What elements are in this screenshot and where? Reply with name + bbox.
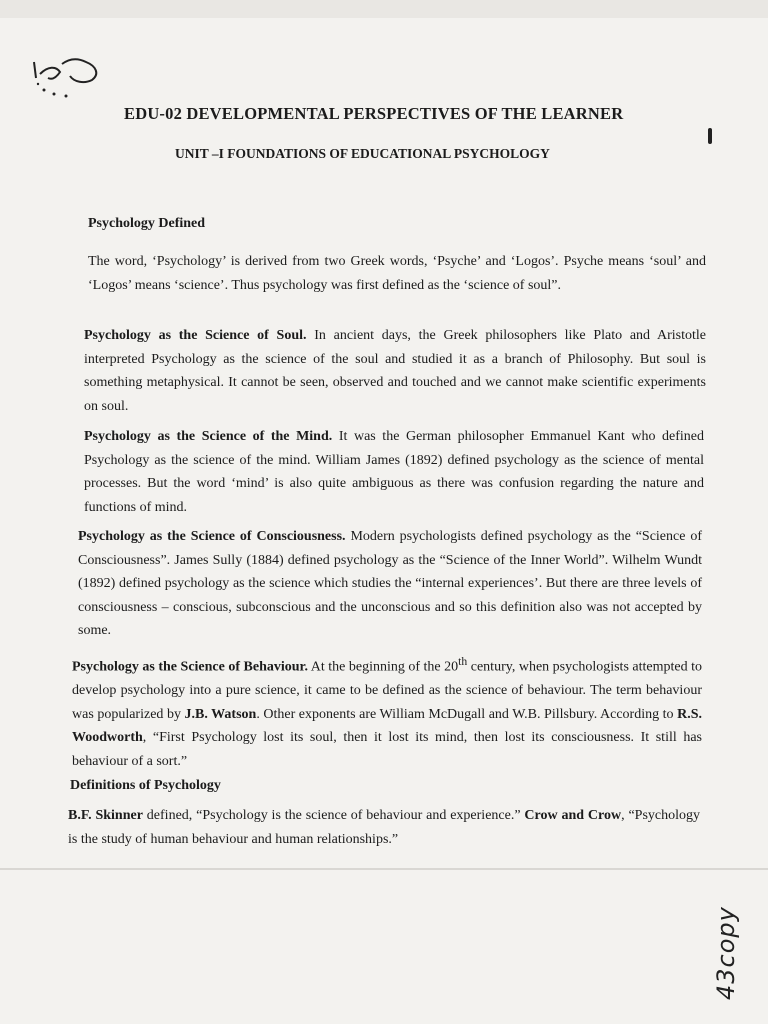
paragraph-body: , “First Psychology lost its soul, then it lost its mind, then lost its consciousness. It still has behaviour of a sort.” [72, 730, 702, 769]
document-page [0, 18, 768, 1024]
paragraph-lead: Psychology as the Science of the Mind. [84, 429, 333, 444]
page-fold-line [0, 868, 768, 870]
superscript: th [458, 655, 468, 668]
paragraph-lead: Psychology as the Science of Consciousness. [78, 529, 346, 544]
paragraph-body: , “Psychology is the study of human behaviour and human relationships.” [68, 808, 701, 847]
paragraph-lead: Psychology as the Science of Behaviour. [72, 659, 308, 675]
paragraph-body: At the beginning of the 20 [307, 659, 459, 675]
section-heading-definitions: Definitions of Psychology [70, 778, 221, 793]
handwritten-scribble-icon [26, 44, 116, 104]
paragraph-body: defined, “Psychology is the science of behaviour and experience.” [142, 808, 525, 823]
paragraph-science-of-soul [84, 324, 706, 418]
document-title: EDU-02 DEVELOPMENTAL PERSPECTIVES OF THE LEARNER [124, 104, 624, 123]
name-crow: Crow and Crow [524, 808, 622, 823]
paragraph-science-of-consciousness [78, 525, 702, 643]
paragraph-body: It was the German philosopher Emmanuel Kant who defined Psychology as the science of the mind. William James (1892) defined psychology as the science of mental processes. But the word ‘mind’ is also quite ambiguous as there was confusion regarding the nature and functions of mind. [84, 429, 704, 515]
name-woodworth: R.S. Woodworth [72, 706, 702, 746]
section-heading-psychology-defined: Psychology Defined [88, 216, 206, 231]
paragraph-definitions [68, 804, 700, 851]
intro-paragraph: The word, ‘Psychology’ is derived from two Greek words, ‘Psyche’ and ‘Logos’. Psyche means ‘soul’ and ‘Logos’ means ‘science’. Thus psychology was first defined as the ‘science of soul”. [88, 254, 706, 293]
name-watson: J.B. Watson [184, 706, 257, 722]
handwritten-margin-note: 43copy [712, 906, 740, 1000]
paragraph-body: In ancient days, the Greek philosophers like Plato and Aristotle interpreted Psychology as the science of the soul and studied it as a branch of Philosophy. But soul is something metaphysical. It cannot be seen, observed and touched and we cannot make scientific experiments on soul. [84, 328, 706, 414]
margin-mark [708, 128, 712, 144]
paragraph-science-of-mind [84, 425, 704, 519]
paragraph-body: . Other exponents are William McDugall and W.B. Pillsbury. According to [256, 706, 678, 722]
paragraph-body: Modern psychologists defined psychology as the “Science of Consciousness”. James Sully (1884) defined psychology as the “Science of the Inner World”. Wilhelm Wundt (1892) defined psychology as the science which studies the “internal experiences’. But there are three levels of consciousness – conscious, subconscious and the unconscious and so this definition also was not accepted by some. [78, 529, 703, 638]
document-subtitle: UNIT –I FOUNDATIONS OF EDUCATIONAL PSYCHOLOGY [175, 146, 550, 161]
paragraph-science-of-behaviour [72, 650, 702, 773]
paragraph-lead: Psychology as the Science of Soul. [84, 328, 307, 343]
paragraph-body: century, when psychologists attempted to develop psychology into a pure science, it came to be defined as the science of behaviour. The term behaviour was popularized by [72, 659, 703, 722]
name-skinner: B.F. Skinner [68, 808, 143, 823]
